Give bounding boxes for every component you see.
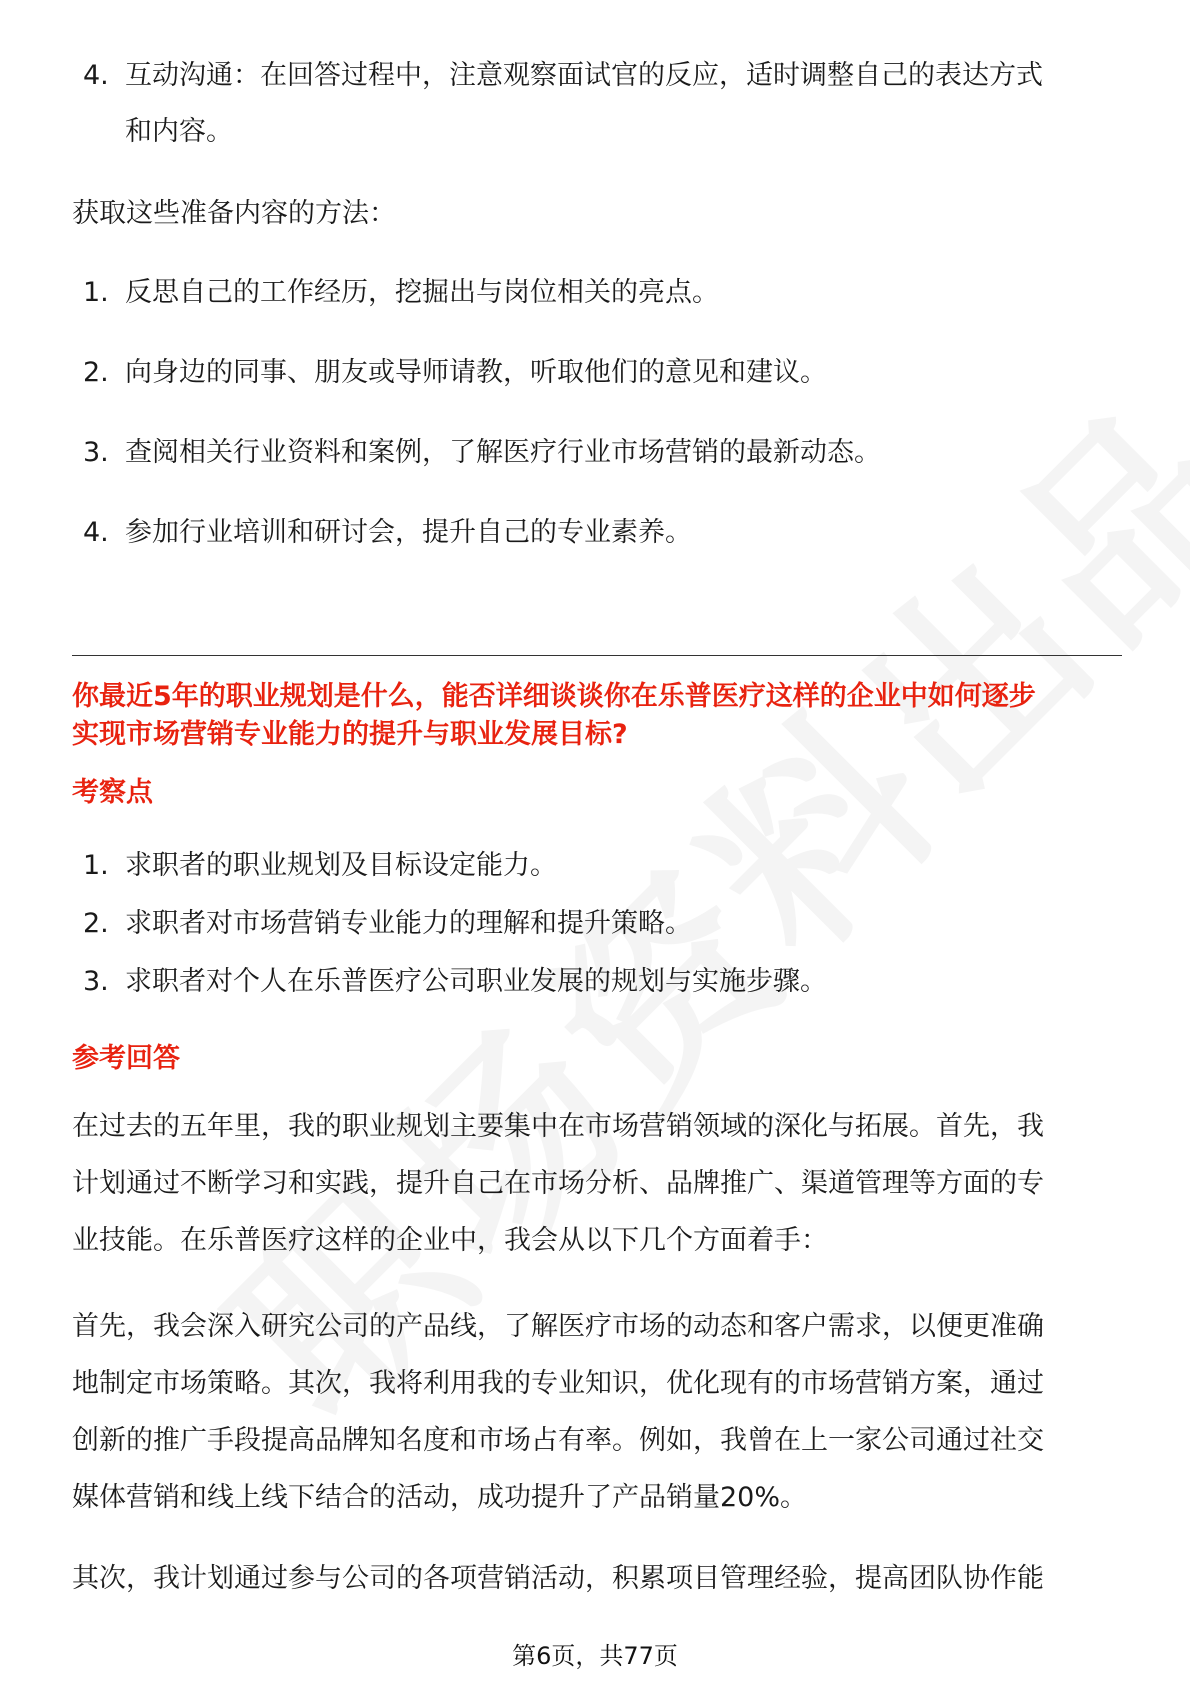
list-item: 1. 反思自己的工作经历，挖掘出与岗位相关的亮点。 bbox=[83, 277, 719, 308]
methods-heading: 获取这些准备内容的方法： bbox=[72, 198, 396, 229]
list-number: 4. bbox=[83, 60, 109, 91]
page-number: 第6页，共77页 bbox=[512, 1642, 678, 1670]
list-item bbox=[83, 48, 1115, 160]
list-item: 3. 查阅相关行业资料和案例，了解医疗行业市场营销的最新动态。 bbox=[83, 437, 881, 468]
answer-paragraph: 其次，我计划通过参与公司的各项营销活动，积累项目管理经验，提高团队协作能 bbox=[72, 1563, 1044, 1594]
section-divider bbox=[72, 655, 1122, 656]
focus-heading: 考察点 bbox=[72, 777, 153, 808]
list-item: 2. 向身边的同事、朋友或导师请教，听取他们的意见和建议。 bbox=[83, 357, 827, 388]
answer-paragraph: 首先，我会深入研究公司的产品线，了解医疗市场的动态和客户需求，以便更准确 地制定市场策略。其次，我将利用我的专业知识，优化现有的市场营销方案，通过 创新的推广手段提高品牌知名度和市场占有率。例如，我曾在上一家公司通过社交 媒体营销和线上线下结合的活动，成功提升了产品销量20%。 bbox=[72, 1311, 1044, 1513]
list-item: 4. 参加行业培训和研讨会，提升自己的专业素养。 bbox=[83, 517, 692, 548]
list-item: 3. 求职者对个人在乐普医疗公司职业发展的规划与实施步骤。 bbox=[83, 966, 827, 997]
list-text: 互动沟通：在回答过程中，注意观察面试官的反应，适时调整自己的表达方式 和内容。 bbox=[125, 60, 1043, 147]
list-item: 1. 求职者的职业规划及目标设定能力。 bbox=[83, 850, 557, 881]
list-item: 2. 求职者对市场营销专业能力的理解和提升策略。 bbox=[83, 908, 692, 939]
interview-question: 你最近5年的职业规划是什么，能否详细谈谈你在乐普医疗这样的企业中如何逐步 实现市场营销专业能力的提升与职业发展目标? bbox=[72, 681, 1036, 750]
answer-heading: 参考回答 bbox=[72, 1043, 180, 1074]
answer-paragraph: 在过去的五年里，我的职业规划主要集中在市场营销领域的深化与拓展。首先，我 计划通过不断学习和实践，提升自己在市场分析、品牌推广、渠道管理等方面的专 业技能。在乐普医疗这样的企业中，我会从以下几个方面着手： bbox=[72, 1111, 1044, 1256]
